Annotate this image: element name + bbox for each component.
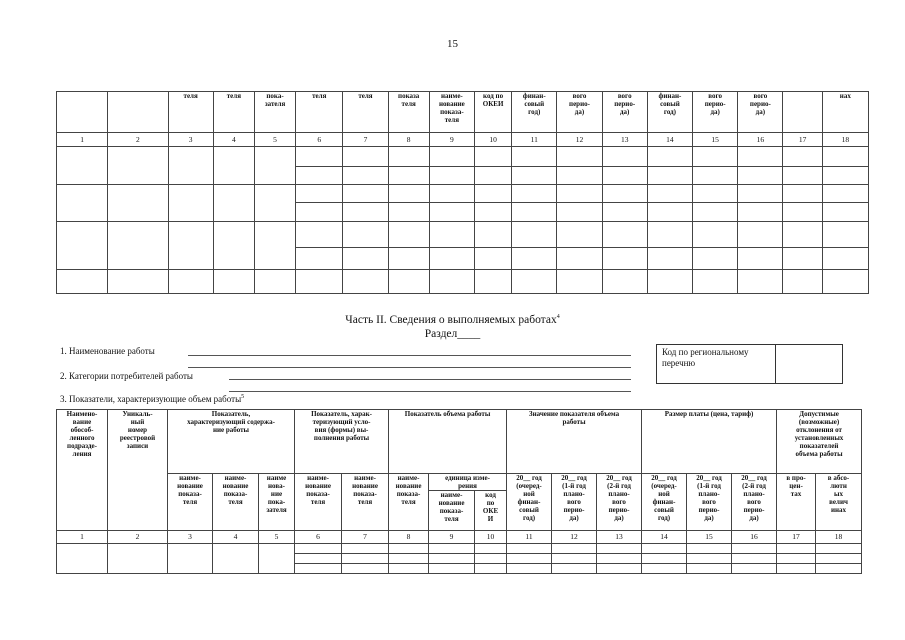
t1-cell[interactable] [474, 167, 511, 185]
header-c17: в про- цен- тах [777, 474, 816, 531]
t1-cell[interactable] [168, 222, 213, 270]
t1-cell[interactable] [822, 185, 868, 203]
t1-cell[interactable] [822, 167, 868, 185]
t1-cell[interactable] [783, 147, 822, 167]
header-c12: 20__ год (1-й год плано- вого перио- да) [552, 474, 597, 531]
header-c13: 20__ год (2-й год плано- вого перио- да) [597, 474, 642, 531]
t1-cell[interactable] [822, 222, 868, 248]
t2-cell[interactable] [597, 544, 642, 554]
regional-list-code-label: Код по региональному перечню [662, 347, 749, 368]
t2-cell[interactable] [429, 544, 475, 554]
t1-column-number: 12 [557, 133, 602, 147]
t1-column-number: 4 [213, 133, 254, 147]
t1-cell[interactable] [557, 185, 602, 203]
t1-cell[interactable] [822, 270, 868, 294]
t1-column-number: 8 [388, 133, 429, 147]
t1-header-c13: вого перио- да) [602, 92, 647, 133]
work-name-label: 1. Наименование работы [60, 346, 155, 356]
header-c16: 20__ год (2-й год плано- вого перио- да) [732, 474, 777, 531]
t2-cell[interactable] [507, 564, 552, 574]
t1-cell[interactable] [512, 185, 557, 203]
t1-cell[interactable] [343, 147, 388, 167]
t1-cell[interactable] [388, 147, 429, 167]
regional-list-code-divider [775, 345, 776, 383]
t2-cell[interactable] [475, 544, 507, 554]
t1-cell[interactable] [783, 203, 822, 222]
t2-cell[interactable] [389, 544, 429, 554]
header-content-indicator: Показатель, характеризующий содержа- ние работы [168, 410, 295, 474]
t1-cell[interactable] [783, 248, 822, 270]
t1-cell[interactable] [738, 185, 783, 203]
t1-cell[interactable] [738, 167, 783, 185]
t1-header-c5: пока- зателя [254, 92, 295, 133]
t1-cell[interactable] [388, 203, 429, 222]
t2-column-number: 5 [259, 531, 295, 544]
t1-cell[interactable] [738, 248, 783, 270]
header-c18: в абсо- лютн ых велич инах [816, 474, 862, 531]
t2-cell[interactable] [507, 544, 552, 554]
t2-cell[interactable] [777, 554, 816, 564]
t1-cell[interactable] [474, 248, 511, 270]
t1-cell[interactable] [512, 167, 557, 185]
t1-header-c15: вого перио- да) [693, 92, 738, 133]
t1-column-number: 5 [254, 133, 295, 147]
t1-header-c6: теля [296, 92, 343, 133]
t1-cell[interactable] [254, 222, 295, 270]
t1-column-number: 1 [57, 133, 108, 147]
t1-column-number: 13 [602, 133, 647, 147]
t2-cell[interactable] [295, 564, 342, 574]
indicators-table-continuation [56, 91, 869, 294]
t1-cell[interactable] [296, 270, 343, 294]
t1-column-number: 16 [738, 133, 783, 147]
header-volume-indicator: Показатель объема работы [389, 410, 507, 474]
t1-cell[interactable] [693, 203, 738, 222]
t2-cell[interactable] [552, 554, 597, 564]
t1-cell[interactable] [108, 222, 168, 270]
t1-header-c1 [57, 92, 108, 133]
work-name-field-line2[interactable] [188, 367, 631, 368]
t2-cell[interactable] [475, 554, 507, 564]
t1-cell[interactable] [57, 185, 108, 222]
t1-cell[interactable] [647, 185, 692, 203]
t1-cell[interactable] [602, 203, 647, 222]
t1-column-number: 10 [474, 133, 511, 147]
t2-column-number: 9 [429, 531, 475, 544]
t1-cell[interactable] [783, 222, 822, 248]
t1-column-number: 18 [822, 133, 868, 147]
t2-column-number: 2 [108, 531, 168, 544]
t1-cell[interactable] [738, 270, 783, 294]
t2-cell[interactable] [732, 544, 777, 554]
t1-cell[interactable] [343, 185, 388, 203]
t1-cell[interactable] [647, 167, 692, 185]
t1-column-number: 6 [296, 133, 343, 147]
header-allowed-deviation: Допустимые (возможные) отклонения от установленных показателей объема работы [777, 410, 862, 474]
t1-cell[interactable] [474, 203, 511, 222]
t1-cell[interactable] [512, 222, 557, 248]
t1-cell[interactable] [557, 270, 602, 294]
header-c9: наиме- нование показа- теля [429, 491, 475, 531]
t1-cell[interactable] [388, 248, 429, 270]
t1-cell[interactable] [213, 270, 254, 294]
t1-cell[interactable] [429, 222, 474, 248]
t1-cell[interactable] [557, 203, 602, 222]
t2-column-number: 10 [475, 531, 507, 544]
t2-column-number: 12 [552, 531, 597, 544]
t2-column-number: 4 [213, 531, 259, 544]
work-name-field[interactable] [188, 355, 631, 356]
t2-cell[interactable] [552, 564, 597, 574]
t1-cell[interactable] [254, 147, 295, 185]
t2-cell[interactable] [777, 564, 816, 574]
t1-cell[interactable] [57, 222, 108, 270]
t2-column-number: 7 [342, 531, 389, 544]
t1-column-number: 2 [108, 133, 168, 147]
t2-cell[interactable] [777, 544, 816, 554]
t1-column-number: 11 [512, 133, 557, 147]
t1-cell[interactable] [474, 222, 511, 248]
t1-cell[interactable] [168, 185, 213, 222]
t1-cell[interactable] [602, 185, 647, 203]
header-volume-value: Значение показателя объема работы [507, 410, 642, 474]
t1-cell[interactable] [693, 270, 738, 294]
t2-cell[interactable] [732, 554, 777, 564]
t1-cell[interactable] [693, 185, 738, 203]
t1-header-c8: показа теля [388, 92, 429, 133]
t1-cell[interactable] [429, 203, 474, 222]
t1-header-c16: вого перио- да) [738, 92, 783, 133]
t1-cell[interactable] [429, 167, 474, 185]
t2-cell[interactable] [642, 554, 687, 564]
t1-cell[interactable] [429, 270, 474, 294]
t2-column-number: 13 [597, 531, 642, 544]
t2-cell[interactable] [816, 564, 862, 574]
t1-cell[interactable] [213, 185, 254, 222]
t1-cell[interactable] [557, 147, 602, 167]
t1-cell[interactable] [168, 147, 213, 185]
t1-cell[interactable] [557, 167, 602, 185]
work-volume-table [56, 409, 862, 574]
t1-cell[interactable] [693, 222, 738, 248]
t1-cell[interactable] [296, 185, 343, 203]
t2-cell[interactable] [597, 554, 642, 564]
header-c6: наиме- нование показа- теля [295, 474, 342, 531]
t1-cell[interactable] [388, 222, 429, 248]
t1-cell[interactable] [693, 147, 738, 167]
t1-cell[interactable] [738, 147, 783, 167]
t1-column-number: 17 [783, 133, 822, 147]
header-c15: 20__ год (1-й год плано- вого перио- да) [687, 474, 732, 531]
header-fee-size: Размер платы (цена, тариф) [642, 410, 777, 474]
header-c3: наиме- нование показа- теля [168, 474, 213, 531]
t1-cell[interactable] [512, 270, 557, 294]
section-title-footnote: 4 [556, 314, 560, 321]
t2-cell[interactable] [259, 544, 295, 574]
consumer-categories-field[interactable] [229, 379, 631, 380]
consumer-categories-label: 2. Категории потребителей работы [60, 371, 193, 381]
t1-cell[interactable] [647, 270, 692, 294]
t1-cell[interactable] [213, 147, 254, 185]
t1-cell[interactable] [474, 185, 511, 203]
t1-cell[interactable] [429, 147, 474, 167]
header-conditions-indicator: Показатель, харак- теризующий усло- вия (формы) вы- полнения работы [295, 410, 389, 474]
t2-column-number: 17 [777, 531, 816, 544]
t2-cell[interactable] [213, 544, 259, 574]
t1-cell[interactable] [254, 185, 295, 222]
t1-cell[interactable] [783, 270, 822, 294]
t1-cell[interactable] [213, 222, 254, 270]
volume-indicators-label-text: 3. Показатели, характеризующие объем работы [60, 394, 242, 404]
consumer-categories-field-line2[interactable] [229, 391, 631, 392]
t1-cell[interactable] [474, 147, 511, 167]
t1-header-c10: код по ОКЕИ [474, 92, 511, 133]
t1-cell[interactable] [602, 167, 647, 185]
t2-cell[interactable] [597, 564, 642, 574]
t1-cell[interactable] [108, 270, 168, 294]
t1-cell[interactable] [512, 248, 557, 270]
t2-column-number: 16 [732, 531, 777, 544]
t1-column-number: 15 [693, 133, 738, 147]
section-number: Раздел____ [424, 328, 481, 340]
t1-cell[interactable] [822, 203, 868, 222]
t1-cell[interactable] [108, 147, 168, 185]
section-title-text: Часть II. Сведения о выполняемых работах [345, 314, 557, 326]
header-c5: наиме нова- ние пока- зателя [259, 474, 295, 531]
t1-cell[interactable] [343, 270, 388, 294]
t1-cell[interactable] [693, 167, 738, 185]
t2-cell[interactable] [429, 564, 475, 574]
header-registry-number: Уникаль- ный номер реестровой записи [108, 410, 168, 531]
t2-cell[interactable] [732, 564, 777, 574]
t1-cell[interactable] [388, 185, 429, 203]
t1-cell[interactable] [57, 147, 108, 185]
header-c7: наиме- нование показа- теля [342, 474, 389, 531]
t2-cell[interactable] [342, 544, 389, 554]
regional-list-code-box [656, 344, 843, 384]
t2-column-number: 3 [168, 531, 213, 544]
t1-cell[interactable] [602, 147, 647, 167]
page-number: 15 [447, 38, 458, 50]
t2-cell[interactable] [642, 564, 687, 574]
t1-header-c4: теля [213, 92, 254, 133]
header-subdivision-name: Наимено- вание обособ- ленного подразде- ления [57, 410, 108, 531]
t2-column-number: 15 [687, 531, 732, 544]
t2-column-number: 18 [816, 531, 862, 544]
t1-cell[interactable] [343, 222, 388, 248]
t2-cell[interactable] [642, 544, 687, 554]
t1-header-c18: нах [822, 92, 868, 133]
t2-column-number: 6 [295, 531, 342, 544]
t1-cell[interactable] [168, 270, 213, 294]
t1-cell[interactable] [557, 248, 602, 270]
t1-cell[interactable] [602, 248, 647, 270]
section-title [0, 314, 905, 326]
t1-cell[interactable] [693, 248, 738, 270]
t1-cell[interactable] [647, 222, 692, 248]
t1-cell[interactable] [296, 222, 343, 248]
t2-cell[interactable] [507, 554, 552, 564]
t1-header-c7: теля [343, 92, 388, 133]
t2-cell[interactable] [295, 544, 342, 554]
volume-indicators-footnote: 5 [241, 394, 245, 400]
t2-column-number: 8 [389, 531, 429, 544]
t1-cell[interactable] [296, 248, 343, 270]
t1-cell[interactable] [296, 203, 343, 222]
t1-header-c14: финан- совый год) [647, 92, 692, 133]
t1-cell[interactable] [108, 185, 168, 222]
header-unit: единица изме- рения [429, 474, 507, 491]
t1-cell[interactable] [474, 270, 511, 294]
t2-cell[interactable] [389, 564, 429, 574]
t1-cell[interactable] [429, 248, 474, 270]
t2-cell[interactable] [168, 544, 213, 574]
t1-header-c9: наиме- нование показа- теля [429, 92, 474, 133]
t2-cell[interactable] [552, 544, 597, 554]
t1-cell[interactable] [388, 270, 429, 294]
t1-cell[interactable] [557, 222, 602, 248]
t1-cell[interactable] [647, 248, 692, 270]
t2-cell[interactable] [816, 554, 862, 564]
t1-column-number: 7 [343, 133, 388, 147]
t1-header-c11: финан- совый год) [512, 92, 557, 133]
t1-column-number: 9 [429, 133, 474, 147]
t1-header-c17 [783, 92, 822, 133]
t2-cell[interactable] [687, 544, 732, 554]
t1-header-c12: вого перио- да) [557, 92, 602, 133]
header-c10: код по ОКЕ И [475, 491, 507, 531]
volume-indicators-label [60, 394, 244, 404]
t1-cell[interactable] [602, 270, 647, 294]
t2-cell[interactable] [687, 564, 732, 574]
t2-cell[interactable] [687, 554, 732, 564]
t2-cell[interactable] [429, 554, 475, 564]
header-c14: 20__ год (очеред- ной финан- совый год) [642, 474, 687, 531]
t2-cell[interactable] [389, 554, 429, 564]
t2-cell[interactable] [108, 544, 168, 574]
t1-cell[interactable] [254, 270, 295, 294]
t2-cell[interactable] [295, 554, 342, 564]
header-c8: наиме- нование показа- теля [389, 474, 429, 531]
header-c11: 20__ год (очеред- ной финан- совый год) [507, 474, 552, 531]
t1-cell[interactable] [647, 147, 692, 167]
t1-cell[interactable] [343, 203, 388, 222]
t1-cell[interactable] [296, 147, 343, 167]
t1-cell[interactable] [738, 222, 783, 248]
t1-cell[interactable] [343, 248, 388, 270]
t1-cell[interactable] [429, 185, 474, 203]
t1-cell[interactable] [388, 167, 429, 185]
t1-column-number: 3 [168, 133, 213, 147]
t1-cell[interactable] [296, 167, 343, 185]
t1-cell[interactable] [822, 147, 868, 167]
t1-cell[interactable] [57, 270, 108, 294]
t1-header-c2 [108, 92, 168, 133]
t1-column-number: 14 [647, 133, 692, 147]
t2-cell[interactable] [475, 564, 507, 574]
t1-header-c3: теля [168, 92, 213, 133]
t1-cell[interactable] [512, 147, 557, 167]
header-c4: наиме- нование показа- теля [213, 474, 259, 531]
t1-cell[interactable] [602, 222, 647, 248]
t1-cell[interactable] [783, 185, 822, 203]
t1-cell[interactable] [822, 248, 868, 270]
t2-column-number: 14 [642, 531, 687, 544]
t1-cell[interactable] [343, 167, 388, 185]
t2-cell[interactable] [57, 544, 108, 574]
t1-cell[interactable] [783, 167, 822, 185]
t2-column-number: 11 [507, 531, 552, 544]
t2-cell[interactable] [342, 554, 389, 564]
t1-cell[interactable] [738, 203, 783, 222]
t2-column-number: 1 [57, 531, 108, 544]
t1-cell[interactable] [512, 203, 557, 222]
t2-cell[interactable] [342, 564, 389, 574]
t1-cell[interactable] [647, 203, 692, 222]
t2-cell[interactable] [816, 544, 862, 554]
